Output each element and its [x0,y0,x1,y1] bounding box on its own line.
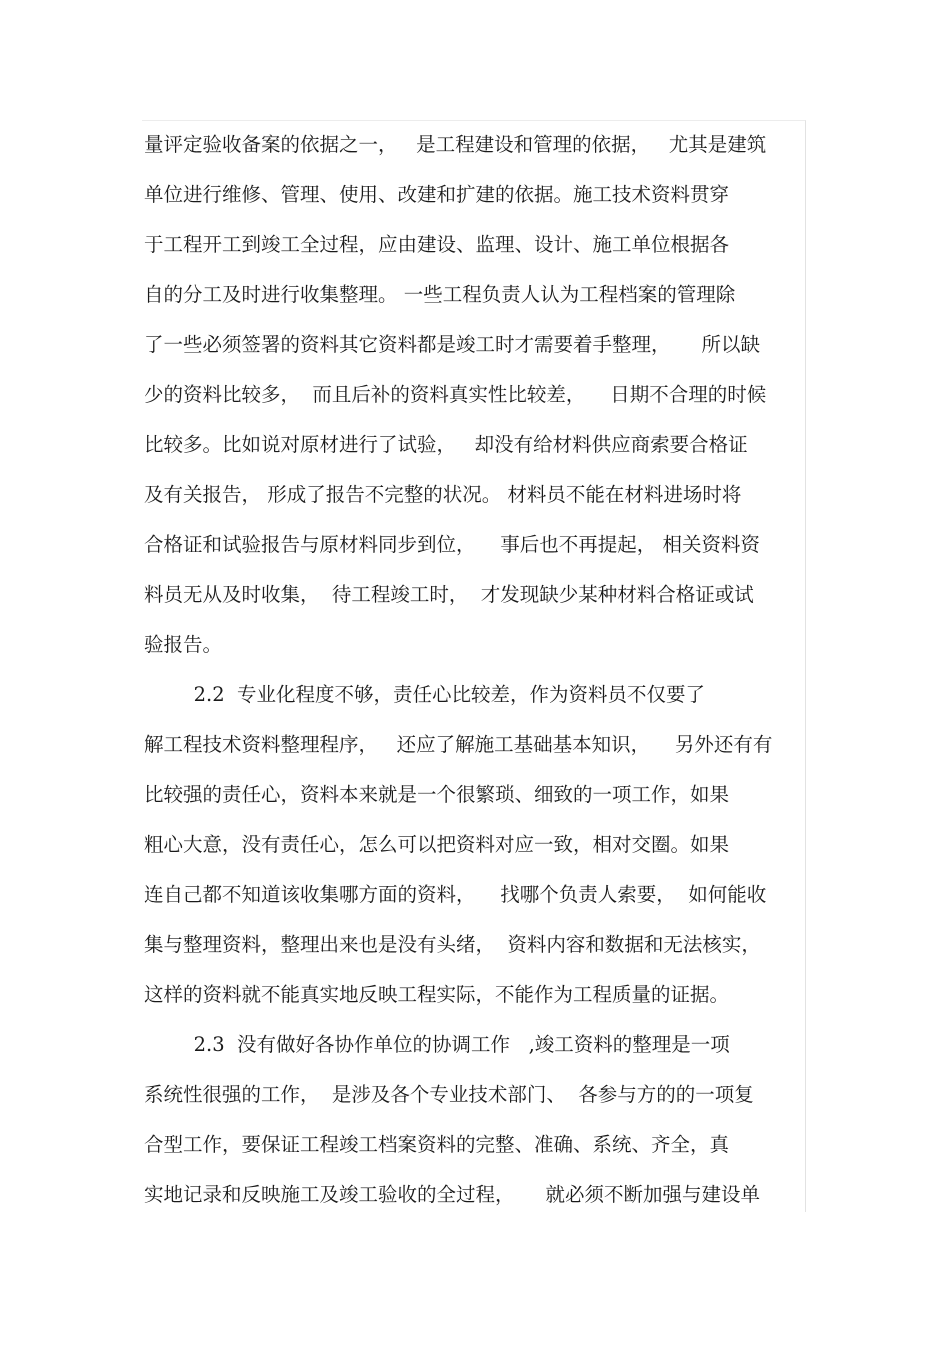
text-line: 系统性很强的工作， 是涉及各个专业技术部门、 各参与方的的一项复 [144,1083,754,1106]
text-line: 及有关报告， 形成了报告不完整的状况。 材料员不能在材料进场时将 [144,483,742,506]
text-line: 了一些必须签署的资料其它资料都是竣工时才需要着手整理， 所以缺 [144,333,760,356]
text-line: 单位进行维修、管理、使用、改建和扩建的依据。施工技术资料贯穿 [144,183,730,206]
text-line: 连自己都不知道该收集哪方面的资料， 找哪个负责人索要， 如何能收 [144,883,767,906]
text-line: 合型工作，要保证工程竣工档案资料的完整、准确、系统、齐全，真 [144,1133,730,1156]
text-line: 比较多。比如说对原材进行了试验， 却没有给材料供应商索要合格证 [144,433,748,456]
text-line: 验报告。 [144,633,223,656]
text-line: 解工程技术资料整理程序， 还应了解施工基础基本知识， 另外还有有 [144,733,773,756]
text-line: 比较强的责任心，资料本来就是一个很繁琐、细致的一项工作，如果 [144,783,730,806]
text-line: 少的资料比较多， 而且后补的资料真实性比较差， 日期不合理的时候 [144,383,767,406]
section-heading-2-2: 2.2 专业化程度不够，责任心比较差，作为资料员不仅要了 [144,683,705,706]
text-line: 自的分工及时进行收集整理。 一些工程负责人认为工程档案的管理除 [144,283,736,306]
section-heading-2-3: 2.3 没有做好各协作单位的协调工作 ,竣工资料的整理是一项 [144,1033,730,1056]
body-text [144,120,814,1220]
text-line: 于工程开工到竣工全过程，应由建设、监理、设计、施工单位根据各 [144,233,730,256]
text-line: 合格证和试验报告与原材料同步到位， 事后也不再提起， 相关资料资 [144,533,760,556]
text-line: 料员无从及时收集， 待工程竣工时， 才发现缺少某种材料合格证或试 [144,583,754,606]
text-line: 实地记录和反映施工及竣工验收的全过程， 就必须不断加强与建设单 [144,1183,760,1206]
text-line: 这样的资料就不能真实地反映工程实际，不能作为工程质量的证据。 [144,983,730,1006]
text-line: 量评定验收备案的依据之一， 是工程建设和管理的依据， 尤其是建筑 [144,133,767,156]
text-line: 粗心大意，没有责任心，怎么可以把资料对应一致，相对交圈。如果 [144,833,730,856]
text-line: 集与整理资料，整理出来也是没有头绪， 资料内容和数据和无法核实， [144,933,761,956]
